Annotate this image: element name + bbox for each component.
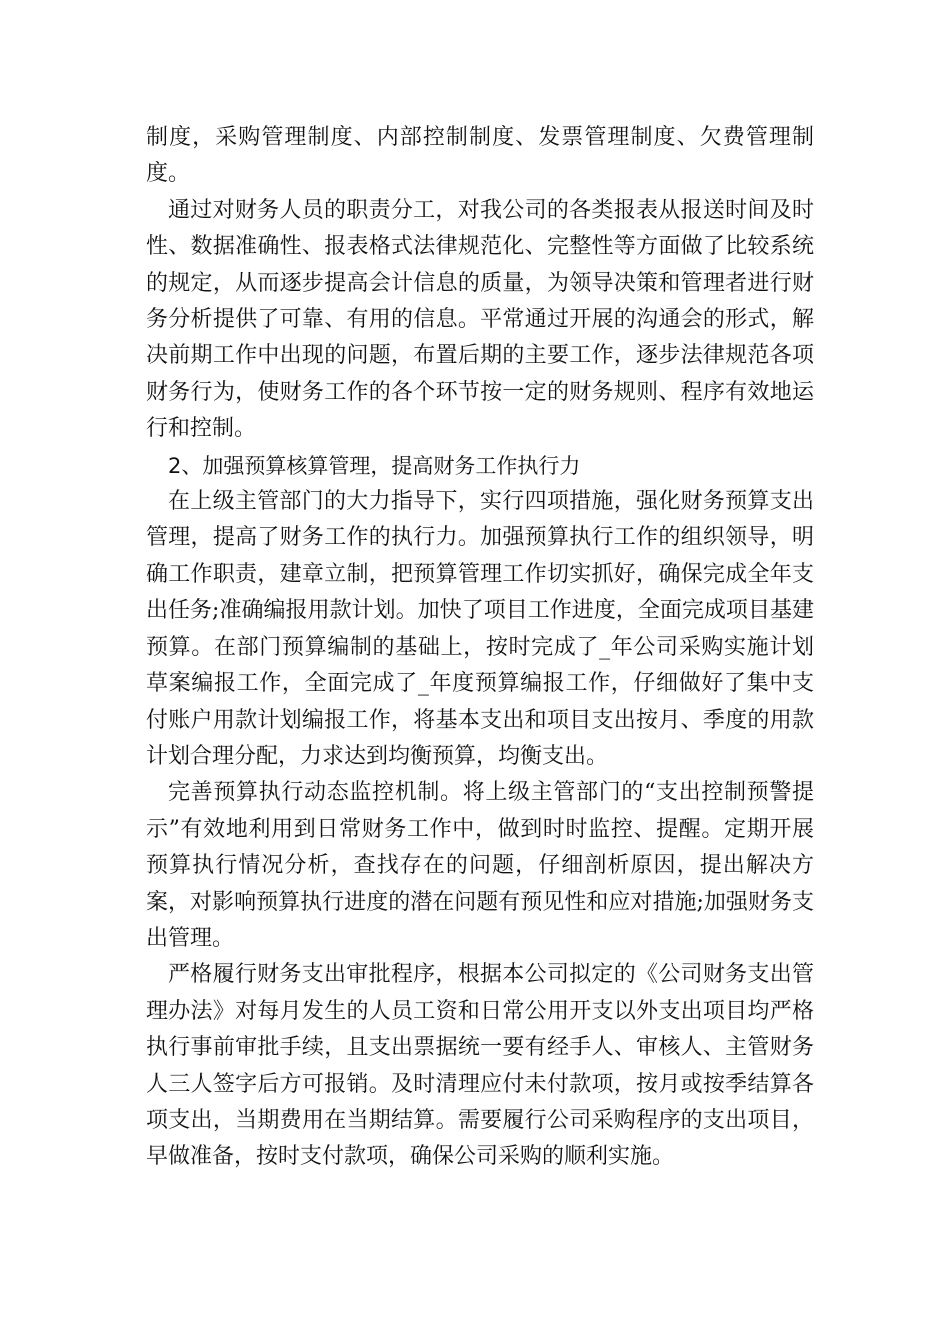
paragraph-expense-approval: 严格履行财务支出审批程序，根据本公司拟定的《公司财务支出管理办法》对每月发生的人员工资和日常公用开支以外支出项目均严格执行事前审批手续，且支出票据统一要有经手人、审核人、主管财务人三人签字后方可报销。及时清理应付未付款项，按月或按季结算各项支出，当期费用在当期结算。需要履行公司采购程序的支出项目，早做准备，按时支付款项，确保公司采购的顺利实施。 [146, 962, 814, 1170]
document-body [146, 120, 814, 1176]
section-heading: 2、加强预算核算管理，提高财务工作执行力 [168, 453, 581, 478]
paragraph-continuation: 制度，采购管理制度、内部控制制度、发票管理制度、欠费管理制度。 [146, 125, 814, 187]
paragraph-reporting-rules: 通过对财务人员的职责分工，对我公司的各类报表从报送时间及时性、数据准确性、报表格式法律规范化、完整性等方面做了比较系统的规定，从而逐步提高会计信息的质量，为领导决策和管理者进行财务分析提供了可靠、有用的信息。平常通过开展的沟通会的形式，解决前期工作中出现的问题，布置后期的主要工作，逐步法律规范各项财务行为，使财务工作的各个环节按一定的财务规则、程序有效地运行和控制。 [146, 197, 814, 442]
paragraph-budget-measures: 在上级主管部门的大力指导下，实行四项措施，强化财务预算支出管理，提高了财务工作的执行力。加强预算执行工作的组织领导，明确工作职责，建章立制，把预算管理工作切实抓好，确保完成全年支出任务;准确编报用款计划。加快了项目工作进度，全面完成项目基建预算。在部门预算编制的基础上，按时完成了_年公司采购实施计划草案编报工作，全面完成了_年度预算编报工作，仔细做好了集中支付账户用款计划编报工作，将基本支出和项目支出按月、季度的用款计划合理分配，力求达到均衡预算，均衡支出。 [146, 489, 814, 769]
paragraph-budget-monitoring: 完善预算执行动态监控机制。将上级主管部门的“支出控制预警提示”有效地利用到日常财务工作中，做到时时监控、提醒。定期开展预算执行情况分析，查找存在的问题，仔细剖析原因，提出解决方案，对影响预算执行进度的潜在问题有预见性和应对措施;加强财务支出管理。 [146, 780, 814, 951]
